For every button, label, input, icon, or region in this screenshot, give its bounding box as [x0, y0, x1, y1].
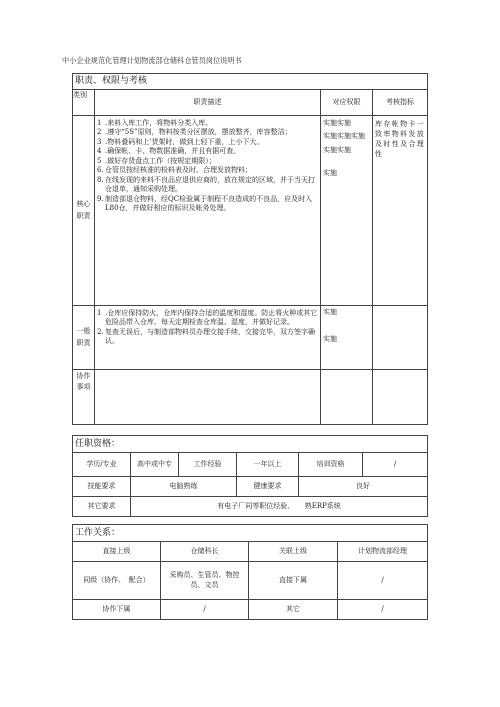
related-superior-label: 关联上级	[249, 542, 338, 562]
section-heading-qualification: 任职资格：	[73, 436, 428, 453]
direct-superior-value: 仓储科长	[161, 542, 249, 562]
direct-superior-label: 直接上级	[73, 542, 161, 562]
core-kpi: 库存帐物卡一致率物料发放及时性及合理性	[373, 116, 428, 306]
other-requirements-label: 其它要求	[73, 497, 131, 517]
coop-content	[95, 370, 321, 425]
education-label: 学历/专业	[73, 453, 131, 477]
core-authority: 实施实施 实施实施实施 实施实施 实施	[321, 116, 373, 306]
duty-item: 6. 仓管员按经核准的检料表及时、合理发放物料；	[97, 166, 252, 175]
general-duties-list	[95, 306, 321, 370]
core-duties-label: 核心职责	[73, 116, 95, 306]
duty-item: 2 .遵守“5S”原则，物料按类分区摆放，摆放整齐，库容整洁；	[97, 128, 292, 137]
duty-item: 1 .仓库应保持防火，仓库内保持合适的温度和湿度。防止将火种或其它危险品带入仓库，每天定期检查仓库温、湿度，并做好记录。	[97, 309, 318, 327]
coop-label: 协作事项	[73, 370, 95, 425]
core-duties-list	[95, 116, 321, 306]
duty-item: 4 .确保帐、卡、物数据准确，并且有据可查。	[97, 147, 241, 156]
duty-item: 1 .来料入库工作，将物料分类入库。	[97, 119, 213, 127]
coop-subordinate-value: /	[161, 600, 249, 620]
header-kpi: 考核指标	[373, 90, 428, 116]
experience-label: 工作经验	[179, 453, 237, 477]
health-value: 良好	[299, 477, 428, 497]
health-label: 健康要求	[237, 477, 299, 497]
skill-value: 电脑熟练	[131, 477, 237, 497]
duty-item: 9. 制造部退仓物料，经QC检验属于制程不良造成的不良品，应及时入L80仓，并做好相应的标识及帐务处理。	[97, 194, 313, 212]
duty-item: 3 .物料叠码和上’货架时，做到上轻下重，上小下大。	[97, 137, 264, 146]
skill-label: 技能要求	[73, 477, 131, 497]
coop-kpi	[373, 370, 428, 425]
direct-subordinate-value: /	[338, 562, 428, 600]
related-superior-value: 计划物流部经理	[338, 542, 428, 562]
header-category: 类别	[73, 90, 95, 116]
duty-item: 2. 复查无误后，与制造部物料员办理交接手续，交接完毕，双方签字确认。	[97, 327, 315, 346]
peer-value: 采购员、生管员、物控员、文员	[161, 562, 249, 600]
training-label: 培训资格	[299, 453, 363, 477]
direct-subordinate-label: 直接下属	[249, 562, 338, 600]
other-requirements-value: 有电子厂同等职位经验、 熟ERP系统	[131, 497, 428, 517]
education-value: 高中或中专	[131, 453, 179, 477]
section-heading-responsibility: 职责、权限与考核	[73, 74, 428, 90]
header-authority: 对应权限	[321, 90, 373, 116]
relations-table	[72, 524, 428, 620]
other-value: /	[338, 600, 428, 620]
training-value: /	[363, 453, 428, 477]
coop-authority	[321, 370, 373, 425]
general-authority: 实施 实施	[321, 306, 373, 370]
general-duties-label: 一般职责	[73, 306, 95, 370]
general-kpi	[373, 306, 428, 370]
responsibility-table	[72, 73, 428, 425]
header-description: 职责描述	[95, 90, 321, 116]
other-label: 其它	[249, 600, 338, 620]
experience-value: 一年以上	[237, 453, 299, 477]
duty-item: 8. 在线发现的来料不良品应退供应商的，放在规定的区域，并于当天打仓退单，通知采购处理。	[97, 175, 315, 194]
qualification-table	[72, 435, 428, 517]
section-heading-relations: 工作关系：	[73, 525, 428, 542]
duty-item: 5 .做好存货盘点工作（按规定期限）；	[97, 156, 216, 165]
peer-label: 同级（协作、 配合）	[73, 562, 161, 600]
document-title: 中小企业规范化管理计划物流部仓储科仓管员岗位说明书	[62, 56, 242, 65]
coop-subordinate-label: 协作下属	[73, 600, 161, 620]
